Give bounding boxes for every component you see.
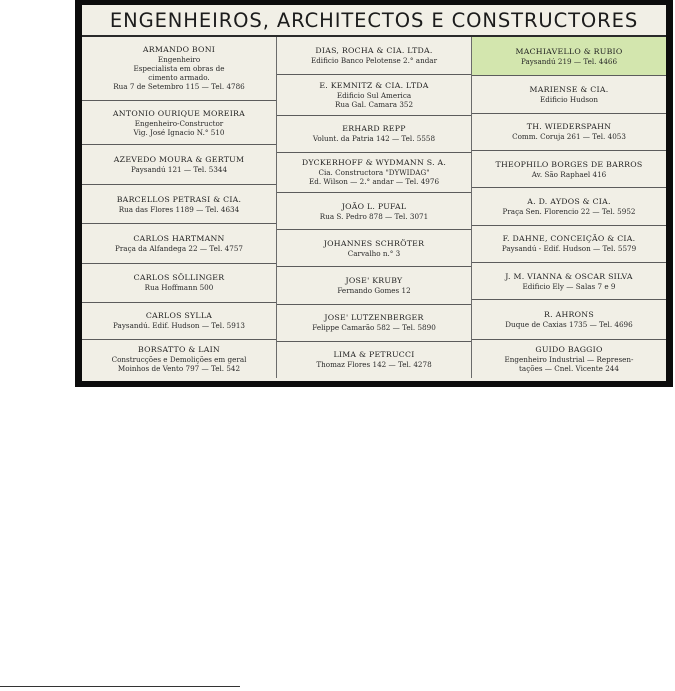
directory-entry — [277, 116, 471, 153]
directory-entry — [82, 303, 276, 339]
directory-entry — [277, 267, 471, 304]
entry-detail-line: tações — Cnel. Vicente 244 — [519, 363, 619, 373]
company-name: DIAS, ROCHA & CIA. LTDA. — [315, 46, 433, 56]
company-name: TH. WIEDERSPAHN — [526, 122, 612, 132]
directory-entry — [82, 264, 276, 303]
advertisement-image — [75, 0, 673, 387]
directory-entry — [82, 340, 276, 378]
directory-entry — [82, 37, 276, 101]
entry-detail-line: Comm. Coruja 261 — Tel. 4053 — [512, 132, 626, 142]
directory-entry — [277, 230, 471, 267]
entry-detail-line: Edificio Banco Pelotense 2.° andar — [310, 56, 438, 66]
company-name: CARLOS SÖLLINGER — [133, 273, 225, 283]
directory-entry — [472, 300, 666, 339]
entry-detail-line: Carvalho n.° 3 — [347, 248, 401, 258]
directory-entry — [277, 342, 471, 378]
entry-detail-line: Engenheiro-Constructor — [134, 118, 224, 128]
directory-entry — [82, 101, 276, 146]
company-name: E. KEMNITZ & CIA. LTDA — [319, 81, 429, 90]
entry-detail-line: Av. São Raphael 416 — [531, 169, 607, 179]
directory-column-2 — [277, 37, 472, 378]
company-name: CARLOS HARTMANN — [133, 233, 225, 243]
entry-detail-line: Paysandú. Edif. Hudson — Tel. 5913 — [113, 321, 245, 331]
company-name: A. D. AYDOS & CIA. — [527, 196, 611, 206]
company-name: LIMA & PETRUCCI — [333, 350, 415, 360]
company-name: BARCELLOS PETRASI & CIA. — [116, 194, 242, 204]
directory-entry — [472, 114, 666, 151]
directory-entry — [277, 153, 471, 193]
company-name: BORSATTO & LAIN — [138, 344, 220, 354]
company-name: THEOPHILO BORGES DE BARROS — [495, 159, 643, 169]
directory-entry — [472, 340, 666, 378]
entry-detail-line: Thomaz Flores 142 — Tel. 4278 — [316, 360, 432, 370]
directory-columns — [82, 37, 666, 378]
company-name: JOSE' KRUBY — [345, 276, 403, 286]
entry-detail-line: Fernando Gomes 12 — [337, 286, 411, 296]
entry-detail-line: Duque de Caxias 1735 — Tel. 4696 — [505, 319, 633, 329]
entry-detail-line: Especialista em obras de — [133, 64, 225, 74]
company-name: JOHANNES SCHRÖTER — [323, 238, 425, 248]
entry-detail-line: Ed. Wilson — 2.° andar — Tel. 4976 — [308, 177, 440, 187]
entry-detail-line: Rua Gal. Camara 352 — [334, 100, 414, 109]
directory-entry — [82, 145, 276, 184]
company-name: R. AHRONS — [544, 309, 594, 319]
company-name: JOÃO L. PUFAL — [341, 201, 407, 211]
entry-detail-line: Engenheiro Industrial — Represen- — [504, 354, 634, 364]
directory-entry — [472, 76, 666, 113]
entry-detail-line: Vig. José Ignacio N.° 510 — [133, 127, 225, 137]
advertisement-sheet — [82, 5, 666, 381]
footnote-rule — [0, 686, 240, 687]
entry-detail-line: cimento armado. — [148, 73, 210, 83]
directory-entry — [472, 37, 666, 76]
company-name: MACHIAVELLO & RUBIO — [515, 46, 623, 56]
entry-detail-line: Volunt. da Patria 142 — Tel. 5558 — [312, 134, 436, 144]
company-name: DYCKERHOFF & WYDMANN S. A. — [301, 158, 447, 168]
company-name: MARIENSE & CIA. — [529, 85, 609, 94]
directory-entry — [472, 226, 666, 263]
entry-detail-line: Paysandú 219 — Tel. 4466 — [520, 56, 618, 66]
company-name: ARMANDO BONI — [142, 45, 216, 55]
company-name: ERHARD REPP — [342, 124, 406, 134]
company-name: ANTONIO OURIQUE MOREIRA — [112, 108, 246, 118]
directory-column-1 — [82, 37, 277, 378]
entry-detail-line: Praça Sen. Florencio 22 — Tel. 5952 — [502, 206, 636, 216]
company-name: AZEVEDO MOURA & GERTUM — [113, 155, 245, 165]
entry-detail-line: Cia. Constructora "DYWIDAG" — [318, 168, 430, 178]
directory-entry — [82, 185, 276, 224]
company-name: J. M. VIANNA & OSCAR SILVA — [505, 271, 633, 281]
entry-detail-line: Paysandú 121 — Tel. 5344 — [130, 165, 228, 175]
directory-column-3 — [472, 37, 666, 378]
entry-detail-line: Rua 7 de Setembro 115 — Tel. 4786 — [113, 82, 245, 92]
entry-detail-line: Edificio Ely — Salas 7 e 9 — [522, 281, 616, 291]
entry-detail-line: Engenheiro — [157, 55, 201, 65]
entry-detail-line: Felippe Camarão 582 — Tel. 5890 — [312, 323, 436, 333]
directory-entry — [277, 305, 471, 342]
entry-detail-line: Praça da Alfandega 22 — Tel. 4757 — [115, 243, 243, 253]
company-name: CARLOS SYLLA — [145, 311, 213, 321]
entry-detail-line: Edificio Hudson — [539, 95, 599, 104]
directory-entry — [472, 188, 666, 225]
directory-entry — [472, 263, 666, 300]
company-name: GUIDO BAGGIO — [535, 344, 603, 354]
directory-entry — [82, 224, 276, 263]
entry-detail-line: Moinhos de Vento 797 — Tel. 542 — [117, 363, 241, 373]
entry-detail-line: Construcções e Demolições em geral — [111, 354, 247, 364]
directory-entry — [472, 151, 666, 188]
entry-detail-line: Rua Hoffmann 500 — [144, 283, 214, 293]
advertisement-title: ENGENHEIROS, ARCHITECTOS E CONSTRUCTORES — [82, 5, 666, 37]
company-name: F. DAHNE, CONCEIÇÃO & CIA. — [502, 234, 636, 244]
entry-detail-line: Paysandú - Edif. Hudson — Tel. 5579 — [501, 244, 637, 254]
entry-detail-line: Rua S. Pedro 878 — Tel. 3071 — [319, 211, 429, 221]
directory-entry — [277, 193, 471, 230]
company-name: JOSE' LUTZENBERGER — [324, 313, 424, 323]
entry-detail-line: Edificio Sul America — [336, 91, 412, 100]
entry-detail-line: Rua das Flores 1189 — Tel. 4634 — [118, 204, 240, 214]
directory-entry — [277, 75, 471, 115]
directory-entry — [277, 37, 471, 75]
